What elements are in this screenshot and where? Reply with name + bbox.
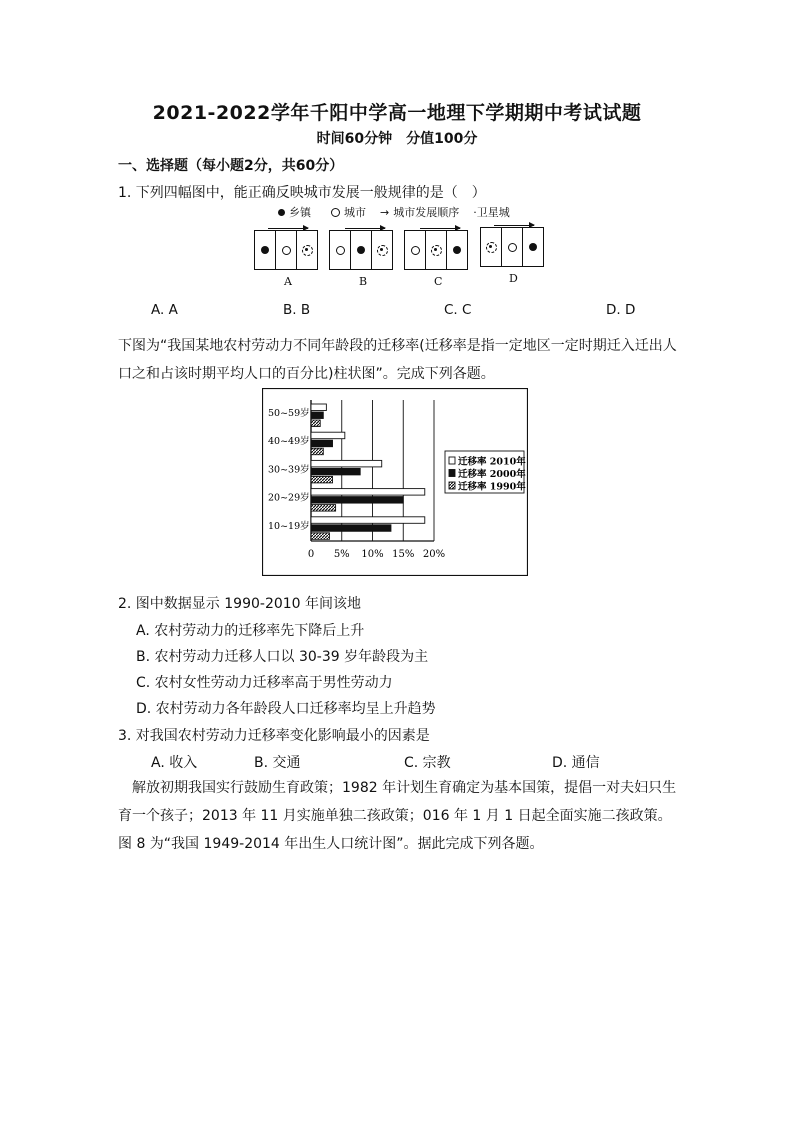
- legend-entry: 迁移率 2010年: [458, 456, 526, 468]
- x-tick-label: 15%: [392, 549, 415, 560]
- q2-option-c[interactable]: C. 农村女性劳动力迁移率高于男性劳动力: [136, 675, 393, 691]
- city-ring-icon: [508, 243, 517, 252]
- x-tick-label: 5%: [333, 549, 350, 560]
- town-dot-icon: [357, 246, 365, 254]
- diagram-a-label: A: [284, 275, 292, 288]
- category-label: 50~59岁: [268, 408, 310, 419]
- category-label: 30~39岁: [268, 464, 310, 476]
- x-tick-label: 10%: [361, 549, 384, 560]
- bar: [311, 460, 382, 467]
- question-3-stem: 3. 对我国农村劳动力迁移率变化影响最小的因素是: [118, 728, 430, 744]
- x-tick-label: 20%: [422, 549, 446, 560]
- q2-option-b[interactable]: B. 农村劳动力迁移人口以 30-39 岁年龄段为主: [136, 649, 429, 665]
- bar: [311, 525, 391, 532]
- bar: [311, 489, 425, 496]
- legend-swatch: [449, 482, 455, 489]
- legend-town: 乡镇: [289, 206, 311, 219]
- order-arrow-icon: [268, 228, 308, 229]
- legend-swatch: [449, 470, 455, 477]
- satellite-city-icon: [302, 245, 313, 256]
- population-policy-paragraph: 解放初期我国实行鼓励生育政策；1982 年计划生育确定为基本国策，提倡一对夫妇只生育一个孩子；2013 年 11 月实施单独二孩政策；016 年 1 月 1 日起全面实施二孩政策。图 8 为“我国 1949-2014 年出生人口统计图”。据此完成下列各题。: [118, 780, 677, 852]
- bar: [311, 517, 425, 524]
- diagram-a: [254, 230, 318, 270]
- bar: [311, 432, 345, 439]
- satellite-city-icon: [431, 245, 442, 256]
- question-1-stem: 1. 下列四幅图中，能正确反映城市发展一般规律的是（ ）: [118, 185, 486, 201]
- diagram-c-label: C: [434, 275, 443, 288]
- bar: [311, 420, 320, 427]
- town-dot-icon: [453, 246, 461, 254]
- diagram-d: [480, 227, 544, 267]
- q1-option-b[interactable]: B. B: [283, 302, 311, 318]
- town-dot-icon: [529, 243, 537, 251]
- q1-legend: [278, 204, 510, 220]
- bar: [311, 505, 336, 512]
- city-ring-icon: [282, 246, 291, 255]
- q3-option-b[interactable]: B. 交通: [254, 755, 301, 771]
- legend-satellite: ·卫星城: [473, 206, 510, 219]
- bar: [311, 476, 333, 483]
- bar: [311, 533, 329, 540]
- diagram-d-label: D: [509, 272, 518, 285]
- q3-option-d[interactable]: D. 通信: [552, 755, 600, 771]
- page-title: 2021-2022学年千阳中学高一地理下学期期中考试试题: [152, 102, 642, 124]
- question-2-stem: 2. 图中数据显示 1990-2010 年间该地: [118, 596, 362, 612]
- category-label: 40~49岁: [268, 436, 310, 448]
- q2-option-d[interactable]: D. 农村劳动力各年龄段人口迁移率均呈上升趋势: [136, 701, 436, 717]
- satellite-city-icon: [486, 242, 497, 253]
- bar: [311, 412, 323, 419]
- category-label: 20~29岁: [268, 492, 310, 504]
- diagram-b: [329, 230, 393, 270]
- bar: [311, 468, 360, 475]
- bar: [311, 440, 333, 447]
- legend-swatch: [449, 457, 455, 464]
- x-tick-label: 0: [307, 549, 315, 560]
- legend-order: 城市发展顺序: [393, 206, 460, 219]
- city-ring-icon: [331, 208, 340, 217]
- city-ring-icon: [411, 246, 420, 255]
- exam-time-score: 时间60分钟 分值100分: [316, 131, 478, 147]
- town-dot-icon: [261, 246, 269, 254]
- q3-option-a[interactable]: A. 收入: [151, 755, 198, 771]
- q3-option-c[interactable]: C. 宗教: [404, 755, 451, 771]
- order-arrow-icon: [345, 228, 385, 229]
- order-arrow-icon: [420, 228, 460, 229]
- legend-city: 城市: [344, 206, 366, 219]
- town-dot-icon: [278, 209, 285, 216]
- section-heading: 一、选择题（每小题2分，共60分）: [118, 158, 344, 174]
- category-label: 10~19岁: [268, 520, 310, 532]
- migration-rate-chart: [262, 388, 528, 576]
- q1-option-a[interactable]: A. A: [151, 302, 178, 318]
- city-ring-icon: [336, 246, 345, 255]
- diagram-b-label: B: [359, 275, 368, 288]
- legend-entry: 迁移率 2000年: [458, 469, 526, 480]
- q1-option-d[interactable]: D. D: [606, 302, 636, 318]
- bar: [311, 404, 326, 411]
- diagram-c: [404, 230, 468, 270]
- chart-intro-paragraph: 下图为“我国某地农村劳动力不同年龄段的迁移率(迁移率是指一定地区一定时期迁入迁出人口之和占该时期平均人口的百分比)柱状图”。完成下列各题。: [118, 338, 677, 382]
- arrow-icon: →: [380, 205, 390, 219]
- bar: [311, 448, 323, 455]
- legend-entry: 迁移率 1990年: [458, 481, 526, 493]
- satellite-city-icon: [377, 245, 388, 256]
- q2-option-a[interactable]: A. 农村劳动力的迁移率先下降后上升: [136, 623, 365, 639]
- bar: [311, 497, 403, 504]
- q1-option-c[interactable]: C. C: [444, 302, 472, 318]
- order-arrow-icon: [494, 225, 534, 226]
